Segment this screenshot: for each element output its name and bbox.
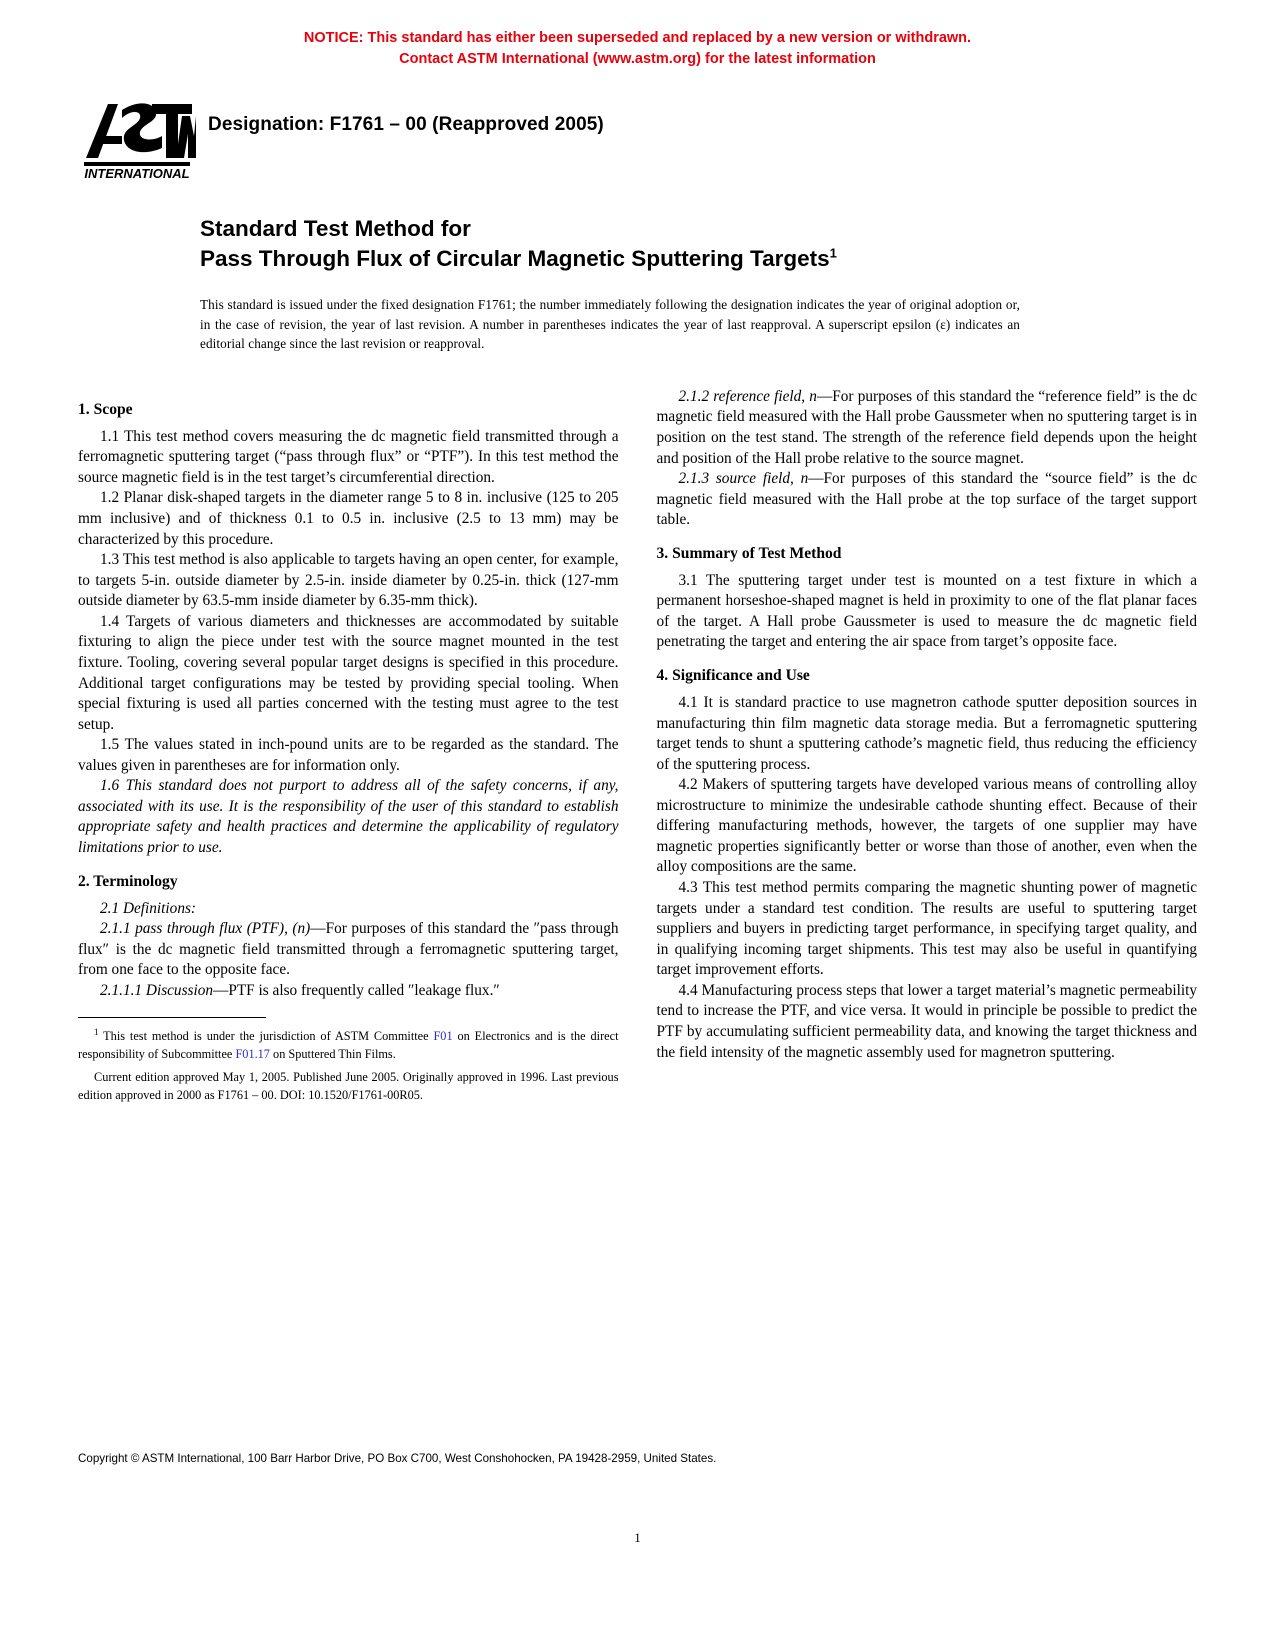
standard-preamble: This standard is issued under the fixed designation F1761; the number immediately following the designation indicates the year of original adoption or, in the case of revision, the year of last revision. A number in parentheses indicates the year of last reapproval. A superscript epsilon (ε) indicates an editorial change since the last revision or reapproval. (200, 297, 1020, 351)
paragraph-1-3: 1.3 This test method is also applicable to targets having an open center, for example, to targets 5-in. outside diameter by 2.5-in. inside diameter by 0.25-in. thick (127-mm outside diameter by 63.5-mm inside diameter by 6.35-mm thick). (78, 551, 619, 610)
notice-line-2: Contact ASTM International (www.astm.org) for the latest information (399, 51, 876, 68)
paragraph-4-4: 4.4 Manufacturing process steps that lower a target material’s magnetic permeability tend to increase the PTF, and vice versa. It would in principle be possible to predict the PTF by accumulating sufficient permeability data, and knowing the target thickness and the field intensity of the magnetic assembly used for magnetron sputtering. (656, 981, 1197, 1061)
title-line-1: Standard Test Method for (200, 216, 471, 242)
paragraph-2-1-3 (657, 469, 1198, 531)
paragraph-1-5: 1.5 The values stated in inch-pound units are to be regarded as the standard. The values given in parentheses are for information only. (78, 736, 619, 774)
paragraph-4-1: 4.1 It is standard practice to use magnetron cathode sputter deposition sources in manufacturing thin film magnetic data storage media. But a ferromagnetic sputtering target tends to shunt a sputtering cathode’s magnetic field, thus reducing the efficiency of the sputtering process. (656, 693, 1197, 773)
document-title (200, 214, 1197, 273)
astm-logo-icon (78, 96, 196, 180)
section-1-heading: 1. Scope (78, 400, 133, 418)
discussion-text: —PTF is also frequently called ″leakage flux.″ (213, 981, 500, 999)
footnote-link-f0117[interactable]: F01.17 (235, 1046, 270, 1061)
title-footnote-marker: 1 (829, 245, 837, 261)
term-source-field-text: —For purposes of this standard the “source field” is the dc magnetic field measured with the Hall probe at the top surface of the target support table. (656, 470, 1197, 529)
right-column (657, 387, 1198, 1110)
term-ptf-text: —For purposes of this standard the ″pass through flux″ is the dc magnetic field transmitted through a ferromagnetic sputtering target, from one face to the opposite face. (78, 920, 619, 979)
footnote-divider (78, 1017, 266, 1018)
svg-text:INTERNATIONAL: INTERNATIONAL (84, 166, 190, 181)
footnote-part-1: This test method is under the jurisdiction of ASTM Committee (98, 1029, 434, 1044)
paragraph-1-1: 1.1 This test method covers measuring the dc magnetic field transmitted through a ferromagnetic sputtering target (“pass through flux” or “PTF”). In this test method the source magnetic field is in the test target’s circumferential direction. (78, 427, 619, 486)
discussion-label: 2.1.1.1 Discussion (100, 981, 214, 999)
footnote-part-2: on Electronics and is the direct responsibility of Subcommittee (78, 1029, 619, 1061)
designation-line: Designation: F1761 – 00 (Reapproved 2005) (208, 114, 604, 136)
section-4-heading: 4. Significance and Use (656, 666, 810, 684)
section-2-heading: 2. Terminology (78, 872, 178, 890)
left-column (78, 387, 619, 1110)
paragraph-1-2: 1.2 Planar disk-shaped targets in the diameter range 5 to 8 in. inclusive (125 to 205 mm inclusive) and of thickness 0.1 to 0.5 in. inclusive (2.5 to 13 mm) may be characterized by this procedure. (78, 489, 619, 548)
paragraph-3-1: 3.1 The sputtering target under test is mounted on a test fixture in which a permanent horseshoe-shaped magnet is held in proximity to one of the flat planar faces of the target. A Hall probe Gaussmeter is used to measure the dc magnetic field penetrating the target and entering the air space from target’s opposite face. (656, 571, 1197, 651)
paragraph-2-1-1-1 (78, 981, 619, 1002)
term-reference-field-text: —For purposes of this standard the “reference field” is the dc magnetic field measured with the Hall probe Gaussmeter when no sputtering target is in position on the test stand. The strength of the reference field depends upon the height and position of the Hall probe relative to the source magnet. (656, 387, 1198, 467)
section-3-heading: 3. Summary of Test Method (656, 544, 842, 562)
footnote-part-3: on Sputtered Thin Films. (269, 1046, 396, 1061)
paragraph-2-1: 2.1 Definitions: (100, 899, 197, 917)
term-reference-field-label: 2.1.2 reference field, n (678, 387, 817, 405)
paragraph-1-4: 1.4 Targets of various diameters and thicknesses are accommodated by suitable fixturing to align the piece under test with the source magnet mounted in the test fixture. Tooling, covering several popular target designs is specified in this procedure. Additional target configurations may be tested by providing special tooling. When special fixturing is used all parties concerned with the testing must agree to the test setup. (78, 612, 619, 733)
document-header (78, 92, 1197, 180)
body-columns (78, 387, 1197, 1110)
title-line-2: Pass Through Flux of Circular Magnetic Sputtering Targets (200, 245, 830, 271)
paragraph-2-1-2 (657, 387, 1198, 469)
page-number: 1 (634, 1530, 641, 1545)
footnote-block (78, 1026, 619, 1104)
astm-logo (78, 92, 200, 180)
footnote-1 (78, 1026, 619, 1063)
title-line-2-wrap (200, 244, 1197, 274)
paragraph-4-2: 4.2 Makers of sputtering targets have developed various means of controlling alloy microstructure to minimize the undesirable cathode shunting effect. Because of their differing manufacturing methods, however, the targets of one supplier may have magnetic properties significantly better or worse than those of another, even when the alloy compositions are the same. (656, 776, 1197, 876)
footnote-marker: 1 (94, 1027, 99, 1038)
paragraph-2-1-1 (78, 919, 619, 981)
notice-banner (78, 28, 1197, 70)
term-ptf-label: 2.1.1 pass through flux (PTF), (n) (100, 920, 311, 938)
copyright-line: Copyright © ASTM International, 100 Barr Harbor Drive, PO Box C700, West Conshohocken, PA 19428-2959, United States. (78, 1452, 717, 1465)
notice-line-1: NOTICE: This standard has either been superseded and replaced by a new version or withdrawn. (303, 30, 972, 46)
footnote-link-f01[interactable]: F01 (433, 1029, 453, 1044)
title-block (200, 214, 1197, 273)
paragraph-1-6: 1.6 This standard does not purport to address all of the safety concerns, if any, associated with its use. It is the responsibility of the user of this standard to establish appropriate safety and health practices and determine the applicability of regulatory limitations prior to use. (78, 777, 619, 857)
term-source-field-label: 2.1.3 source field, n (678, 470, 809, 488)
paragraph-4-3: 4.3 This test method permits comparing the magnetic shunting power of magnetic targets under a standard test condition. The results are useful to sputtering target suppliers and buyers in predicting target performance, in specifying target quality, and in qualifying incoming target shipments. This test may also be useful in quantifying target improvement efforts. (656, 879, 1197, 979)
footnote-2: Current edition approved May 1, 2005. Published June 2005. Originally approved in 1996. Last previous edition approved in 2000 as F1761 – 00. DOI: 10.1520/F1761-00R05. (78, 1070, 619, 1102)
